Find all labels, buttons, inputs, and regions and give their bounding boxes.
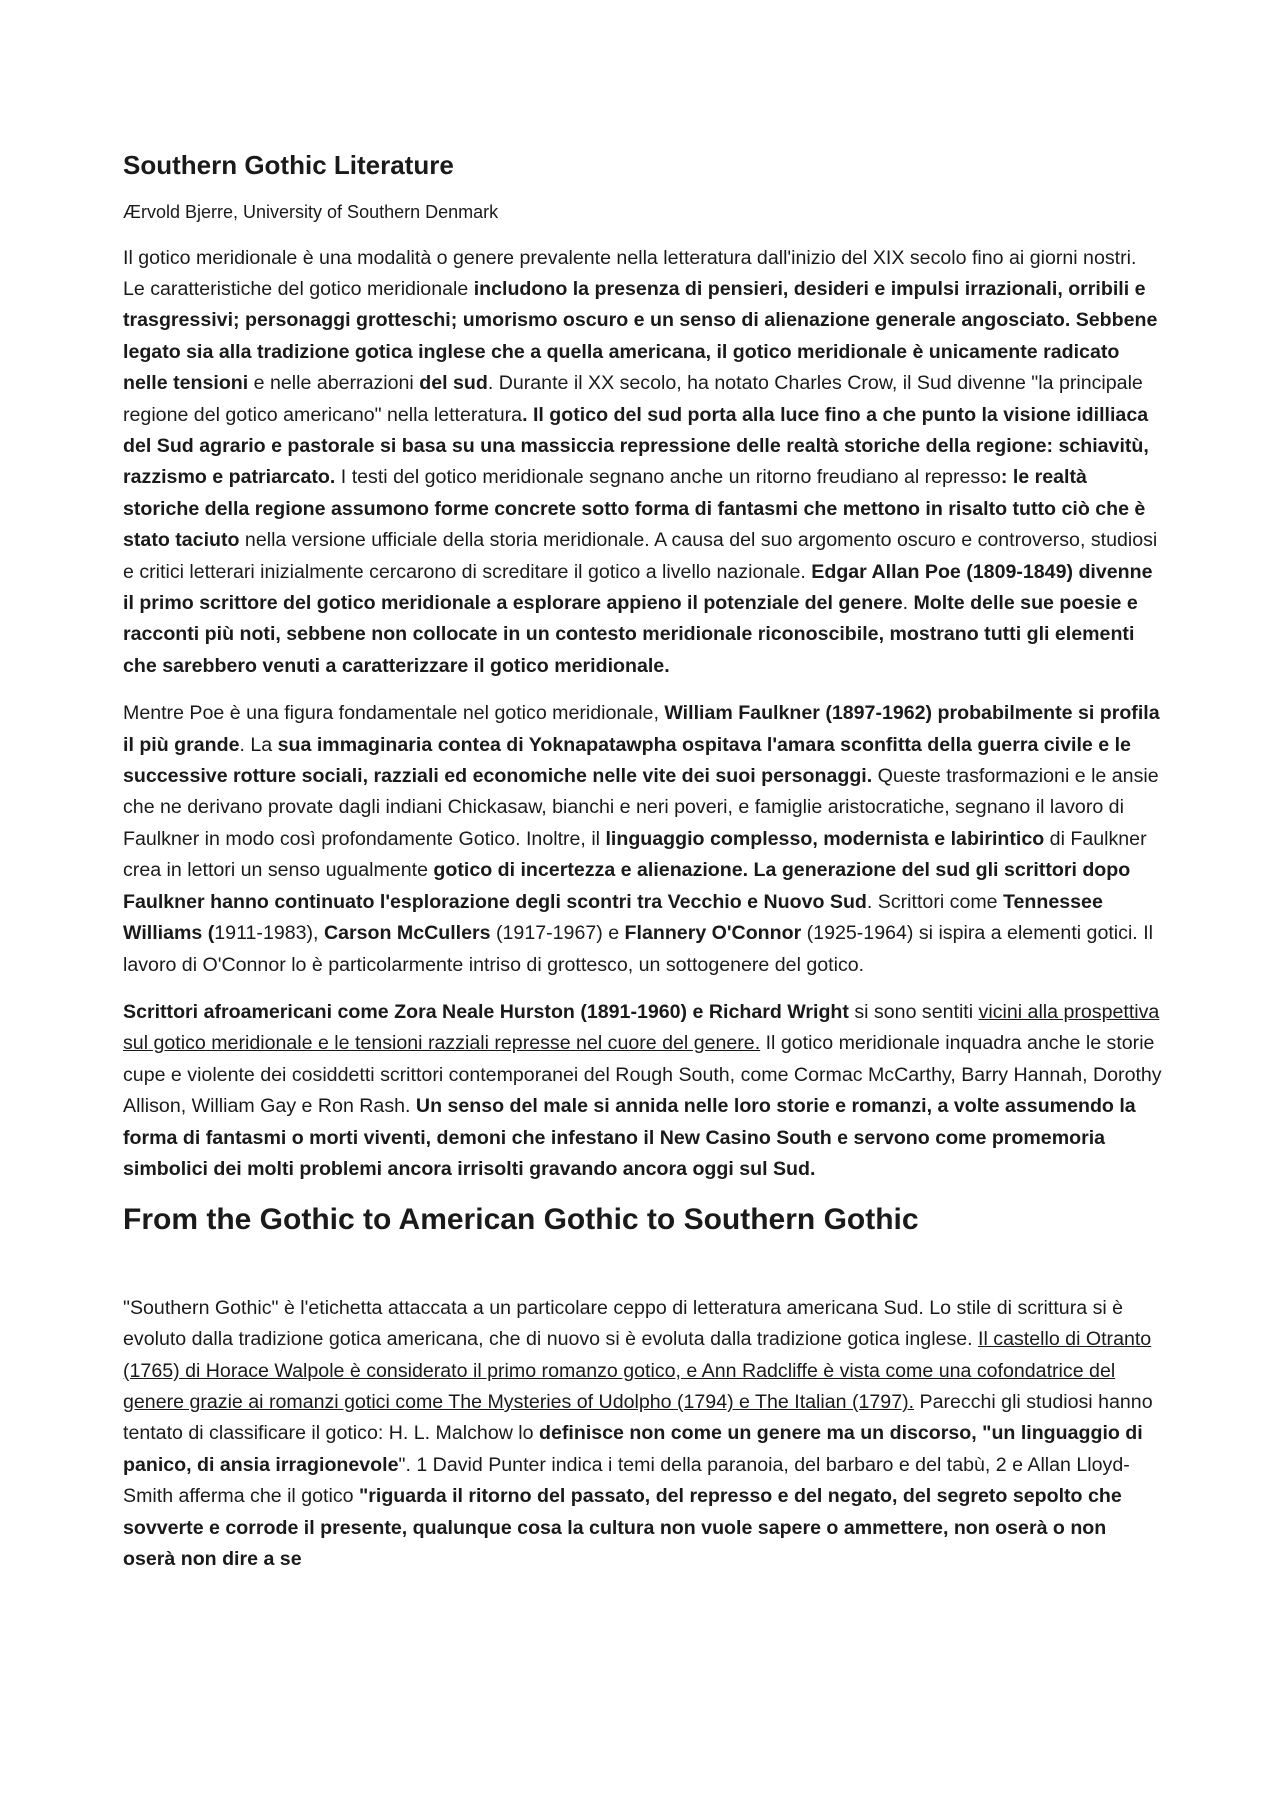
text-run: I testi del gotico meridionale segnano anche un ritorno freudiano al represso	[335, 466, 1001, 489]
text-run: e nelle aberrazioni	[248, 372, 420, 395]
text-run-bold: Flannery O'Connor	[624, 922, 802, 945]
text-run-bold: del sud	[419, 372, 488, 395]
text-run: 1911-1983),	[214, 922, 324, 945]
document-author: Ærvold Bjerre, University of Southern Denmark	[123, 202, 499, 223]
text-run: (1925-1964) si ispira a elementi gotici. Il lavoro di O'Connor lo è particolarmente intriso di grottesco, un sottogenere del gotico.	[123, 922, 1153, 976]
text-run: Il gotico meridionale inquadra anche le storie cupe e violente dei cosiddetti scrittori contemporanei del Rough South, come Cormac McCarthy, Barry Hannah, Dorothy Allison, William Gay e Ron Rash.	[123, 1032, 1162, 1118]
text-run: .	[902, 592, 914, 615]
text-run: . La	[239, 733, 278, 756]
text-run-bold: gotico di incertezza e alienazione. La generazione del sud gli scrittori dopo Faulkner hanno continuato l'esplorazione degli scontri tra Vecchio e Nuovo Sud	[123, 859, 1131, 913]
text-run-underlined: Il castello di Otranto (1765) di Horace Walpole è considerato il primo romanzo gotico, e Ann Radcliffe è vista come una cofondatrice del genere grazie ai romanzi gotici come The Mysteries of Udolpho (1794) e The Italian (1797).	[123, 1328, 1152, 1414]
text-run-bold: : le realtà storiche della regione assumono forme concrete sotto forma di fantasmi che mettono in risalto tutto ciò che è stato taciuto	[123, 466, 1146, 552]
text-run-bold: . Il gotico del sud porta alla luce fino a che punto la visione idilliaca del Sud agrario e pastorale si basa su una massiccia repressione delle realtà storiche della regione: schiavitù, razzismo e patriarcato.	[123, 403, 1149, 489]
text-run: . Scrittori come	[866, 890, 1004, 913]
text-run-bold: Scrittori afroamericani come Zora Neale Hurston (1891-1960) e Richard Wright	[123, 1000, 849, 1023]
text-run-bold: includono la presenza di pensieri, desideri e impulsi irrazionali, orribili e trasgressivi; personaggi grotteschi; umorismo oscuro e un senso di alienazione generale angosciato. Sebbene legato sia alla tradizione gotica inglese che a quella americana, il gotico meridionale è unicamente radicato nelle tensioni	[123, 277, 1158, 395]
document-title: Southern Gothic Literature	[123, 150, 454, 180]
section-heading: From the Gothic to American Gothic to Southern Gothic	[123, 1203, 919, 1237]
text-run-bold: sua immaginaria contea di Yoknapatawpha ospitava l'amara sconfitta della guerra civile e le successive rotture sociali, razziali ed economiche nelle vite dei suoi personaggi.	[123, 733, 1131, 788]
text-run-bold: "riguarda il ritorno del passato, del represso e del negato, del segreto sepolto che sovverte e corrode il presente, qualunque cosa la cultura non vuole sapere o ammettere, non oserà o non oserà non dire a se	[123, 1485, 1122, 1571]
text-run-bold: Molte delle sue poesie e racconti più noti, sebbene non collocate in un contesto meridionale riconoscibile, mostrano tutti gli elementi che sarebbero venuti a caratterizzare il gotico meridionale.	[123, 592, 1138, 677]
text-run-underlined: vicini alla prospettiva sul gotico meridionale e le tensioni razziali represse nel cuore del genere.	[123, 1000, 1160, 1055]
text-run: "Southern Gothic" è l'etichetta attaccata a un particolare ceppo di letteratura americana Sud. Lo stile di scrittura si è evoluto dalla tradizione gotica americana, che di nuovo si è evoluta dalla tradizione gotica inglese.	[123, 1296, 1124, 1351]
text-run: Mentre Poe è una figura fondamentale nel gotico meridionale,	[123, 702, 665, 725]
text-run: di Faulkner crea in lettori un senso ugualmente	[123, 827, 1147, 882]
document-page	[123, 150, 1163, 1592]
text-run: nella versione ufficiale della storia meridionale. A causa del suo argomento oscuro e controverso, studiosi e critici letterari inizialmente cercarono di screditare il gotico a livello nazionale.	[123, 529, 1158, 583]
text-run: Il gotico meridionale è una modalità o genere prevalente nella letteratura dall'inizio del XIX secolo fino ai giorni nostri. Le caratteristiche del gotico meridionale	[123, 246, 1137, 300]
paragraph-gothic-origins	[123, 1293, 1163, 1576]
text-run: si sono sentiti	[848, 1000, 979, 1023]
text-run: Queste trasformazioni e le ansie che ne derivano provate dagli indiani Chickasaw, bianchi e neri poveri, e famiglie aristocratiche, segnano il lavoro di Faulkner in modo così profondamente Gotico. Inoltre, il	[123, 765, 1159, 850]
paragraph-faulkner	[123, 698, 1163, 981]
text-run-bold: Carson McCullers	[323, 922, 491, 945]
text-run: Parecchi gli studiosi hanno tentato di classificare il gotico: H. L. Malchow lo	[123, 1391, 1153, 1445]
text-run-bold: William Faulkner (1897-1962) probabilmente si profila il più grande	[123, 702, 1160, 756]
text-run-bold: Tennessee Williams (	[123, 890, 1103, 945]
text-run-bold: linguaggio complesso, modernista e labirintico	[605, 827, 1045, 850]
paragraph-african-american-writers	[123, 997, 1163, 1185]
text-run: (1917-1967) e	[490, 922, 625, 945]
text-run-bold: Edgar Allan Poe (1809-1849) divenne il primo scrittore del gotico meridionale a esplorare appieno il potenziale del genere	[123, 560, 1153, 615]
text-run-bold: Un senso del male si annida nelle loro storie e romanzi, a volte assumendo la forma di fantasmi o morti viventi, demoni che infestano il New Casino South e servono come promemoria simbolici dei molti problemi ancora irrisolti gravando ancora oggi sul Sud.	[123, 1095, 1136, 1180]
text-run: . Durante il XX secolo, ha notato Charles Crow, il Sud divenne "la principale regione del gotico americano" nella letteratura	[123, 372, 1143, 426]
text-run-bold: definisce non come un genere ma un discorso, "un linguaggio di panico, di ansia irragionevole	[123, 1422, 1143, 1476]
paragraph-intro	[123, 243, 1163, 683]
text-run: ". 1 David Punter indica i temi della paranoia, del barbaro e del tabù, 2 e Allan Lloyd-Smith afferma che il gotico	[123, 1453, 1130, 1508]
